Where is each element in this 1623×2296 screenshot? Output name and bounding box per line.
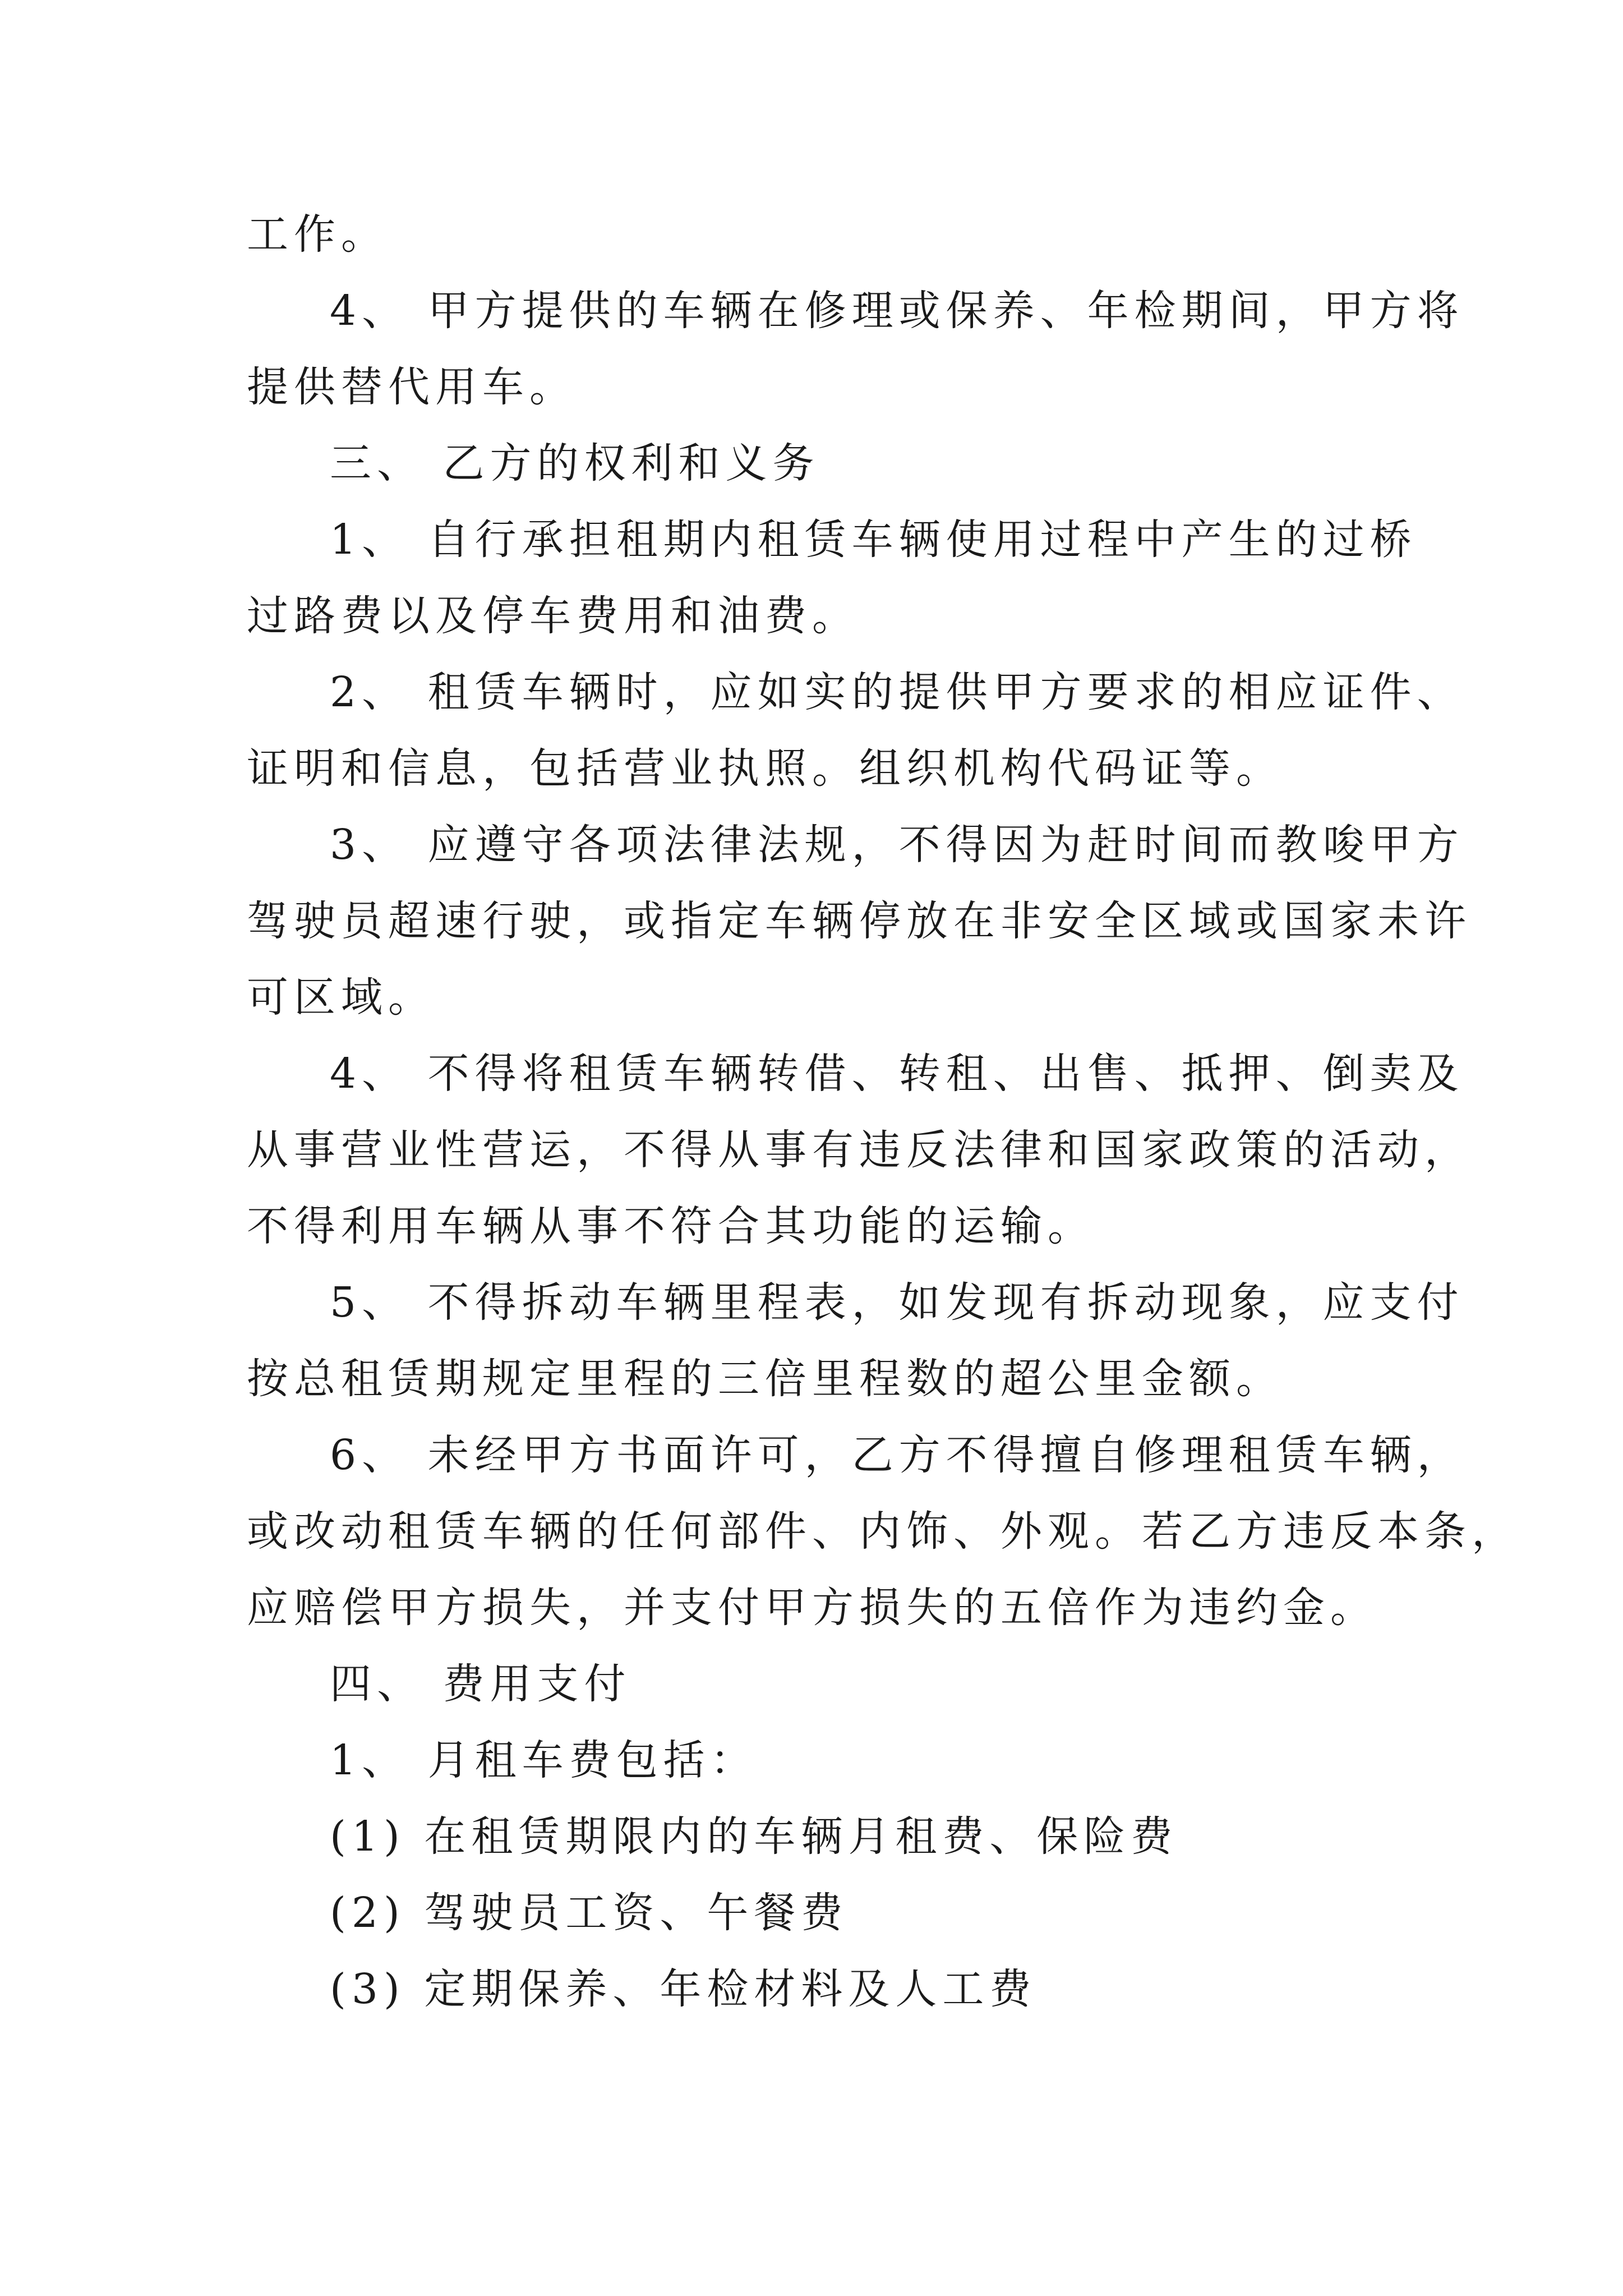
list-item: (1) 在租赁期限内的车辆月租费、保险费 — [330, 1812, 1178, 1861]
text-line: 按总租赁期规定里程的三倍里程数的超公里金额。 — [247, 1355, 1283, 1403]
text-line: 证明和信息，包括营业执照。组织机构代码证等。 — [247, 744, 1283, 793]
text-line: 或改动租赁车辆的任何部件、内饰、外观。若乙方违反本条， — [247, 1507, 1519, 1556]
text-line: 4、 不得将租赁车辆转借、转租、出售、抵押、倒卖及 — [330, 1050, 1464, 1098]
text-line: 过路费以及停车费用和油费。 — [247, 592, 859, 640]
text-line: 1、 月租车费包括： — [330, 1736, 758, 1784]
text-line: 可区域。 — [247, 973, 435, 1022]
text-line: 6、 未经甲方书面许可，乙方不得擅自修理租赁车辆， — [330, 1431, 1464, 1479]
section-heading: 三、 乙方的权利和义务 — [330, 439, 820, 487]
text-line: 从事营业性营运，不得从事有违反法律和国家政策的活动， — [247, 1126, 1472, 1174]
text-line: 应赔偿甲方损失，并支付甲方损失的五倍作为违约金。 — [247, 1584, 1377, 1632]
text-line: 工作。 — [247, 210, 388, 259]
text-line: 5、 不得拆动车辆里程表，如发现有拆动现象，应支付 — [330, 1278, 1464, 1327]
list-item: (2) 驾驶员工资、午餐费 — [330, 1889, 849, 1937]
text-line: 提供替代用车。 — [247, 363, 577, 411]
text-line: 1、 自行承担租期内租赁车辆使用过程中产生的过桥 — [330, 516, 1417, 564]
text-line: 2、 租赁车辆时，应如实的提供甲方要求的相应证件、 — [330, 668, 1464, 716]
text-line: 不得利用车辆从事不符合其功能的运输。 — [247, 1202, 1095, 1250]
text-line: 4、 甲方提供的车辆在修理或保养、年检期间，甲方将 — [330, 287, 1464, 335]
list-item: (3) 定期保养、年检材料及人工费 — [330, 1965, 1037, 2013]
text-line: 驾驶员超速行驶，或指定车辆停放在非安全区域或国家未许 — [247, 897, 1472, 945]
section-heading: 四、 费用支付 — [330, 1660, 631, 1708]
text-line: 3、 应遵守各项法律法规，不得因为赶时间而教唆甲方 — [330, 821, 1464, 869]
document-body — [247, 196, 1519, 2027]
